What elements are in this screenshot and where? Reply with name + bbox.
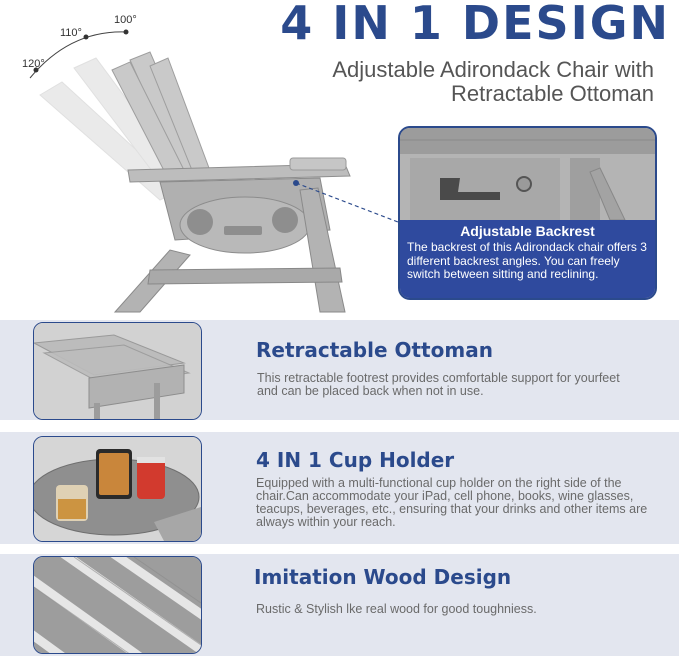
angle-label-110: 110° bbox=[60, 27, 82, 39]
subtitle-line-2: Retractable Ottoman bbox=[451, 81, 654, 106]
chair-illustration bbox=[0, 0, 400, 320]
ottoman-description: This retractable footrest provides comfortable support for yourfeet and can be placed back when not in use. bbox=[257, 371, 620, 398]
ottoman-thumbnail bbox=[33, 322, 202, 420]
main-title: 4 IN 1 DESIGN bbox=[280, 0, 670, 50]
wood-description: Rustic & Stylish lke real wood for good toughniess. bbox=[256, 602, 537, 616]
angle-label-100: 100° bbox=[114, 14, 137, 26]
wood-title: Imitation Wood Design bbox=[254, 565, 512, 589]
ottoman-image bbox=[34, 323, 201, 419]
wood-thumbnail bbox=[33, 556, 202, 654]
backrest-info-band bbox=[400, 220, 655, 298]
cup-holder-description: Equipped with a multi-functional cup holder on the right side of the chair.Can accommodate your iPad, cell phone, books, wine glasses, teacups, beverages, etc., ensuring that your drinks and other items are always within your reach. bbox=[256, 476, 648, 529]
backrest-title: Adjustable Backrest bbox=[460, 223, 595, 239]
ottoman-title: Retractable Ottoman bbox=[256, 338, 493, 362]
wood-texture-image bbox=[34, 557, 201, 653]
angle-label-120: 120° bbox=[22, 58, 45, 70]
cup-holder-thumbnail bbox=[33, 436, 202, 542]
backrest-callout bbox=[398, 126, 657, 300]
angle-dot-110 bbox=[84, 35, 89, 40]
angle-dot-100 bbox=[124, 30, 129, 35]
backrest-description: The backrest of this Adirondack chair offers 3 different backrest angles. You can freely switch between sitting and reclining. bbox=[407, 240, 647, 281]
cup-holder-image bbox=[34, 437, 201, 541]
subtitle-line-1: Adjustable Adirondack Chair with bbox=[332, 57, 654, 82]
backrest-hinge-photo bbox=[400, 128, 655, 220]
cup-holder-title: 4 IN 1 Cup Holder bbox=[256, 448, 455, 472]
